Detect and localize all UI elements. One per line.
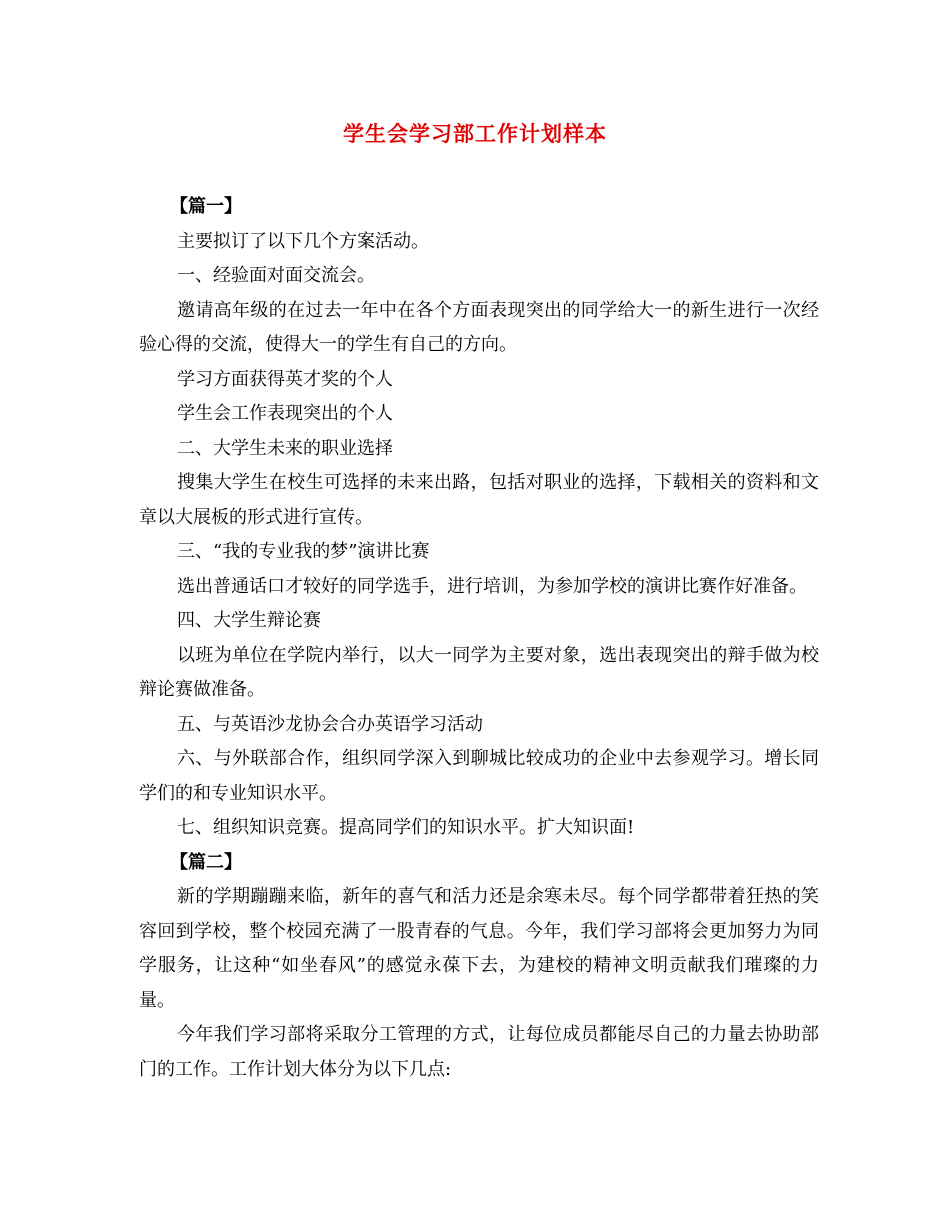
section-heading: 【篇二】 [170,851,242,873]
paragraph: 主要拟订了以下几个方案活动。 [177,230,429,252]
paragraph: 学习方面获得英才奖的个人 [177,368,393,390]
paragraph: 新的学期蹦蹦来临，新年的喜气和活力还是余寒未尽。每个同学都带着狂热的笑容回到学校，整个校园充满了一股青春的气息。今年，我们学习部将会更加努力为同学服务，让这种“如坐春风”的感觉永葆下去，为建校的精神文明贡献我们璀璨的力量。 [139,886,819,1011]
document-body [139,190,819,1087]
paragraph: 七、组织知识竞赛。提高同学们的知识水平。扩大知识面! [177,817,635,838]
paragraph: 邀请高年级的在过去一年中在各个方面表现突出的同学给大一的新生进行一次经验心得的交流，使得大一的学生有自己的方向。 [139,299,819,355]
document-title: 学生会学习部工作计划样本 [343,121,607,146]
paragraph: 二、大学生未来的职业选择 [177,437,393,459]
paragraph: 今年我们学习部将采取分工管理的方式，让每位成员都能尽自己的力量去协助部门的工作。工作计划大体分为以下几点: [139,1024,819,1080]
paragraph: 一、经验面对面交流会。 [177,265,375,286]
paragraph: 学生会工作表现突出的个人 [177,403,393,424]
paragraph: 选出普通话口才较好的同学选手，进行培训，为参加学校的演讲比赛作好准备。 [177,575,807,597]
paragraph: 以班为单位在学院内举行，以大一同学为主要对象，选出表现突出的辩手做为校辩论赛做准备。 [139,644,819,700]
paragraph: 五、与英语沙龙协会合办英语学习活动 [177,713,483,735]
paragraph: 六、与外联部合作，组织同学深入到聊城比较成功的企业中去参观学习。增长同学们的和专业知识水平。 [139,748,819,804]
paragraph: 四、大学生辩论赛 [177,610,321,631]
paragraph: 三、“我的专业我的梦”演讲比赛 [177,541,430,562]
section-heading: 【篇一】 [170,196,242,217]
paragraph: 搜集大学生在校生可选择的未来出路，包括对职业的选择，下载相关的资料和文章以大展板的形式进行宣传。 [139,472,819,528]
